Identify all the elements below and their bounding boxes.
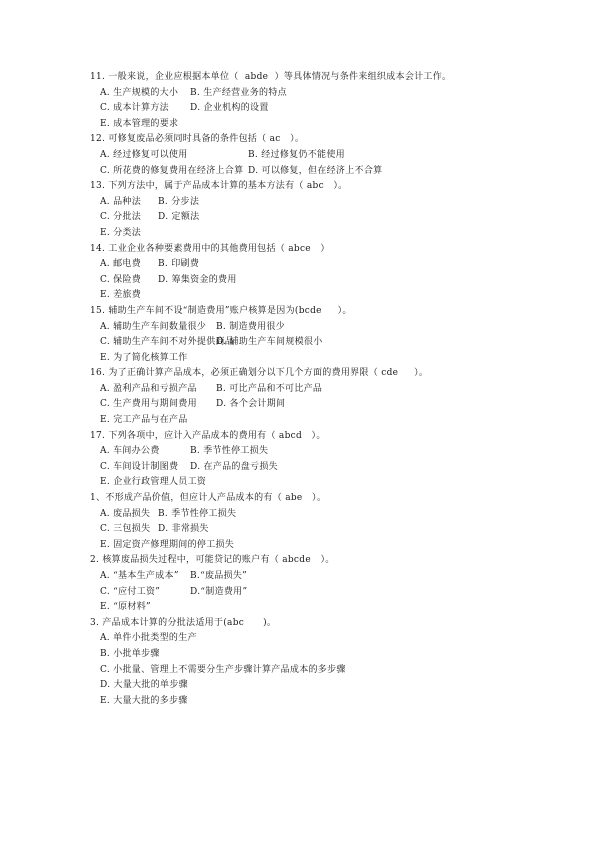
option-row (88, 600, 528, 616)
question-stem: 15. 辅助生产车间不设“制造费用”账户核算是因为(bcde ）。 (90, 305, 352, 316)
answer-option: E. “原材料” (100, 602, 151, 613)
question-stem: 3. 产品成本计算的分批法适用于(abc )。 (90, 617, 277, 628)
option-row (88, 538, 528, 554)
option-row (88, 460, 528, 476)
option-row (88, 195, 528, 211)
option-row (88, 382, 528, 398)
answer-option: B. 经过修复仍不能使用 (248, 149, 345, 160)
answer-option: D. 筹集资金的费用 (158, 274, 237, 285)
answer-option: A. 邮电费 (100, 259, 142, 270)
question-stem: 11. 一般来说，企业应根据本单位（ abde ）等具体情况与条件来组织成本会计工作。 (90, 72, 452, 82)
option-row (88, 226, 528, 242)
answer-option: E. 差旅费 (100, 290, 142, 301)
answer-option: E. 企业行政管理人员工资 (100, 477, 207, 488)
answer-option: D. 大量大批的单步骤 (100, 680, 188, 691)
option-row (88, 413, 528, 429)
answer-option: C. “应付工资” (100, 586, 161, 597)
option-row (88, 164, 528, 180)
answer-option: A. “基本生产成本” (100, 571, 179, 581)
answer-option: B. 小批单步骤 (100, 648, 160, 659)
answer-option: C. 三包损失 (100, 524, 151, 535)
answer-option: B. 季节性停工损失 (158, 508, 237, 519)
answer-option: E. 固定资产修理期间的停工损失 (100, 539, 235, 550)
answer-option: C. 所花费的修复费用在经济上合算 (100, 165, 244, 176)
answer-option: C. 分批法 (100, 212, 142, 223)
answer-option: C. 车间设计制图费 (100, 461, 179, 472)
answer-option: D. 企业机构的设置 (190, 103, 269, 114)
answer-option: A. 生产规模的大小 (100, 87, 179, 98)
answer-option: D. 在产品的盘亏损失 (190, 461, 278, 472)
option-row (88, 522, 528, 538)
question-stem: 17. 下列各项中，应计入产品成本的费用有（ abcd ）。 (90, 430, 326, 441)
answer-option: D. 辅助生产车间规模很小 (216, 337, 323, 348)
answer-option: E. 完工产品与在产品 (100, 415, 188, 426)
answer-option: A. 盈利产品和亏损产品 (100, 383, 197, 394)
answer-option: A. 经过修复可以使用 (100, 149, 188, 160)
option-row (88, 273, 528, 289)
option-row (88, 678, 528, 694)
option-row (88, 475, 528, 491)
answer-option: A. 废品损失 (100, 508, 151, 519)
answer-option: E. 分类法 (100, 227, 142, 238)
answer-option: E. 大量大批的多步骤 (100, 695, 188, 706)
answer-option: A. 品种法 (100, 196, 142, 207)
option-row (88, 288, 528, 304)
option-row (88, 351, 528, 367)
answer-option: D. 各个会计期间 (216, 399, 286, 410)
option-row (88, 507, 528, 523)
option-row (88, 101, 528, 117)
answer-option: A. 单件小批类型的生产 (100, 633, 197, 644)
question-stem: 16. 为了正确计算产品成本，必须正确划分以下几个方面的费用界限（ cde ）。 (90, 368, 429, 379)
option-row (88, 320, 528, 336)
option-row (88, 585, 528, 601)
option-row (88, 569, 528, 585)
option-row (88, 117, 528, 133)
answer-option: B. 可比产品和不可比产品 (216, 383, 323, 394)
question-list (88, 70, 528, 709)
option-row (88, 663, 528, 679)
question-stem: 2. 核算废品损失过程中，可能贷记的账户有（ abcde ）。 (90, 555, 335, 566)
option-row (88, 631, 528, 647)
answer-option: B. 印刷费 (158, 259, 200, 270)
answer-option: D.“制造费用” (190, 586, 248, 597)
answer-option: D. 非常损失 (158, 524, 209, 535)
option-row (88, 694, 528, 710)
answer-option: C. 生产费用与期间费用 (100, 399, 197, 410)
question-stem: 1、不形成产品价值，但应计人产品成本的有（ abe ）。 (90, 493, 327, 504)
option-row (88, 148, 528, 164)
answer-option: C. 成本计算方法 (100, 103, 169, 114)
answer-option: B.“废品损失” (190, 571, 248, 581)
answer-option: C. 小批量、管理上不需要分生产步骤计算产品成本的多步骤 (100, 664, 346, 675)
answer-option: E. 为了简化核算工作 (100, 352, 188, 363)
question-stem: 13. 下列方法中，属于产品成本计算的基本方法有（ abc ）。 (90, 181, 348, 192)
answer-option: E. 成本管理的要求 (100, 118, 179, 129)
answer-option: C. 辅助生产车间不对外提供商品 (100, 337, 235, 348)
option-row (88, 210, 528, 226)
answer-option: C. 保险费 (100, 274, 142, 285)
answer-option: A. 车间办公费 (100, 446, 160, 457)
option-row (88, 397, 528, 413)
option-row (88, 444, 528, 460)
answer-option: B. 制造费用很少 (216, 321, 286, 332)
answer-option: B. 季节性停工损失 (190, 446, 269, 457)
answer-option: A. 辅助生产车间数量很少 (100, 321, 207, 332)
answer-option: B. 生产经营业务的特点 (190, 87, 287, 98)
option-row (88, 86, 528, 102)
answer-option: B. 分步法 (158, 196, 200, 207)
answer-option: D. 定额法 (158, 212, 200, 223)
option-row (88, 335, 528, 351)
option-row (88, 647, 528, 663)
option-row (88, 257, 528, 273)
question-stem: 14. 工业企业各种要素费用中的其他费用包括（ abce ） (90, 243, 330, 254)
question-stem: 12. 可修复废品必须同时具备的条件包括（ ac ）。 (90, 134, 305, 145)
answer-option: D. 可以修复，但在经济上不合算 (248, 165, 383, 176)
